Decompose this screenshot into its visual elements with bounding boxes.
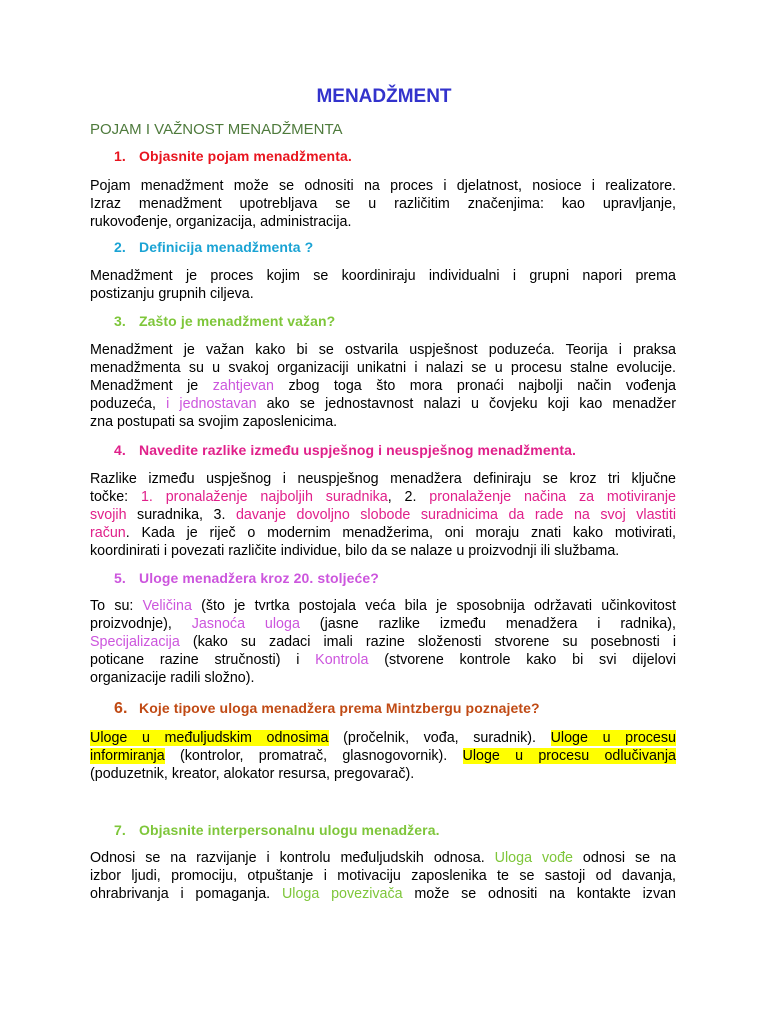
paragraph-line: Uloge u međuljudskim odnosima (pročelnik, vođa, suradnik). Uloge u procesu [90, 730, 676, 746]
question-3 [114, 313, 335, 329]
highlighted-term: Uloge u procesu [550, 730, 676, 746]
paragraph-line: organizacije radili složno). [90, 670, 255, 686]
question-number: 2. [114, 239, 126, 255]
question-4 [114, 442, 576, 458]
paragraph-line: zna postupati sa svojim zaposlenicima. [90, 414, 338, 430]
paragraph-line: Odnosi se na razvijanje i kontrolu međuljudskih odnosa. Uloga vođe odnosi se na [90, 850, 676, 866]
paragraph-line: Menadžment je proces kojim se koordiniraju individualni i grupni napori prema [90, 268, 676, 284]
emphasis-term: pronalaženje načina za motiviranje [429, 489, 676, 505]
paragraph-line: menadžmenta su u svakoj organizaciji unikatni i nalazi se u procesu stalne evolucije. [90, 360, 676, 376]
paragraph-line: rukovođenje, organizacija, administracija. [90, 214, 352, 230]
paragraph-line: Menadžment je važan kako bi se ostvarila uspješnost poduzeća. Teorija i praksa [90, 342, 676, 358]
paragraph-line: Izraz menadžment upotrebljava se u različitim značenjima: kao upravljanje, [90, 196, 676, 212]
question-text: Uloge menadžera kroz 20. stoljeće? [139, 570, 379, 586]
paragraph-line: svojih suradnika, 3. davanje dovoljno slobode suradnicima da rade na svoj vlastiti [90, 507, 676, 523]
question-1 [114, 148, 352, 164]
paragraph-line: poduzeća, i jednostavan ako se jednostavnost nalazi u čovjeku koji kao menadžer [90, 396, 677, 412]
answer-4 [90, 470, 676, 560]
paragraph-line: Razlike između uspješnog i neuspješnog menadžera definiraju se kroz tri ključne [90, 471, 676, 487]
question-7 [114, 822, 440, 838]
answer-1 [90, 177, 676, 231]
paragraph-line: Menadžment je zahtjevan zbog toga što mora pronaći najbolji način vođenja [90, 378, 676, 394]
answer-2 [90, 267, 676, 303]
question-text: Koje tipove uloga menadžera prema Mintzbergu poznajete? [139, 700, 540, 716]
question-5 [114, 570, 379, 586]
emphasis-term: zahtjevan [212, 378, 274, 394]
answer-3 [90, 341, 676, 431]
question-text: Definicija menadžmenta ? [139, 239, 314, 255]
paragraph-line: izbor ljudi, promociju, otpuštanje i motivaciju zaposlenika te se sastoji od davanja, [90, 868, 676, 884]
paragraph-line: ohrabrivanja i pomaganja. Uloga povezivača može se odnositi na kontakte izvan [90, 886, 676, 902]
answer-6 [90, 729, 676, 783]
emphasis-term: Veličina [142, 598, 192, 614]
answer-5 [90, 597, 676, 687]
question-number: 5. [114, 570, 126, 586]
question-number: 6. [114, 700, 128, 717]
emphasis-term: 1. pronalaženje najboljih suradnika [140, 489, 388, 505]
paragraph-line: račun. Kada je riječ o modernim menadžerima, oni moraju znati kako motivirati, [90, 525, 676, 541]
paragraph-line: (poduzetnik, kreator, alokator resursa, pregovarač). [90, 766, 415, 782]
section-subtitle: POJAM I VAŽNOST MENADŽMENTA [90, 121, 343, 138]
emphasis-term: i jednostavan [166, 396, 257, 412]
paragraph-line: proizvodnje), Jasnoća uloga (jasne razlike između menadžera i radnika), [90, 616, 676, 632]
paragraph-line: Specijalizacija (kako su zadaci imali razine složenosti stvorene su posebnosti i [90, 634, 676, 650]
paragraph-line: poticane razine stručnosti) i Kontrola (stvorene kontrole kako bi svi dijelovi [90, 652, 676, 668]
paragraph-line: Pojam menadžment može se odnositi na proces i djelatnost, nosioce i realizatore. [90, 178, 676, 194]
highlighted-term: informiranja [90, 748, 165, 764]
paragraph-line: informiranja (kontrolor, promatrač, glasnogovornik). Uloge u procesu odlučivanja [90, 748, 676, 764]
emphasis-term: Uloga vođe [494, 850, 573, 866]
question-number: 1. [114, 148, 126, 164]
document-title: MENADŽMENT [316, 86, 452, 107]
emphasis-term: račun [90, 525, 126, 541]
paragraph-line: postizanju grupnih ciljeva. [90, 286, 254, 302]
paragraph-line: koordinirati i povezati različite individue, bilo da se nalaze u proizvodnji ili službama. [90, 543, 620, 559]
question-number: 4. [114, 442, 126, 458]
question-2 [114, 239, 313, 255]
emphasis-term: svojih [90, 507, 127, 523]
question-6 [114, 700, 540, 718]
emphasis-term: Uloga povezivača [281, 886, 403, 902]
emphasis-term: Specijalizacija [90, 634, 180, 650]
emphasis-term: Kontrola [315, 652, 369, 668]
question-number: 3. [114, 313, 126, 329]
question-text: Zašto je menadžment važan? [139, 313, 336, 329]
answer-7 [90, 849, 676, 903]
highlighted-term: Uloge u procesu odlučivanja [462, 748, 676, 764]
emphasis-term: davanje dovoljno slobode suradnicima da rade na svoj vlastiti [235, 507, 676, 523]
question-text: Navedite razlike između uspješnog i neuspješnog menadžmenta. [139, 442, 576, 458]
emphasis-term: Jasnoća uloga [191, 616, 300, 632]
question-text: Objasnite interpersonalnu ulogu menadžera. [139, 822, 440, 838]
highlighted-term: Uloge u međuljudskim odnosima [90, 730, 329, 746]
paragraph-line: točke: 1. pronalaženje najboljih suradnika, 2. pronalaženje načina za motiviranje [90, 489, 676, 505]
question-number: 7. [114, 822, 126, 838]
question-text: Objasnite pojam menadžmenta. [139, 148, 352, 164]
paragraph-line: To su: Veličina (što je tvrtka postojala veća bila je sposobnija održavati učinkovitost [90, 598, 676, 614]
